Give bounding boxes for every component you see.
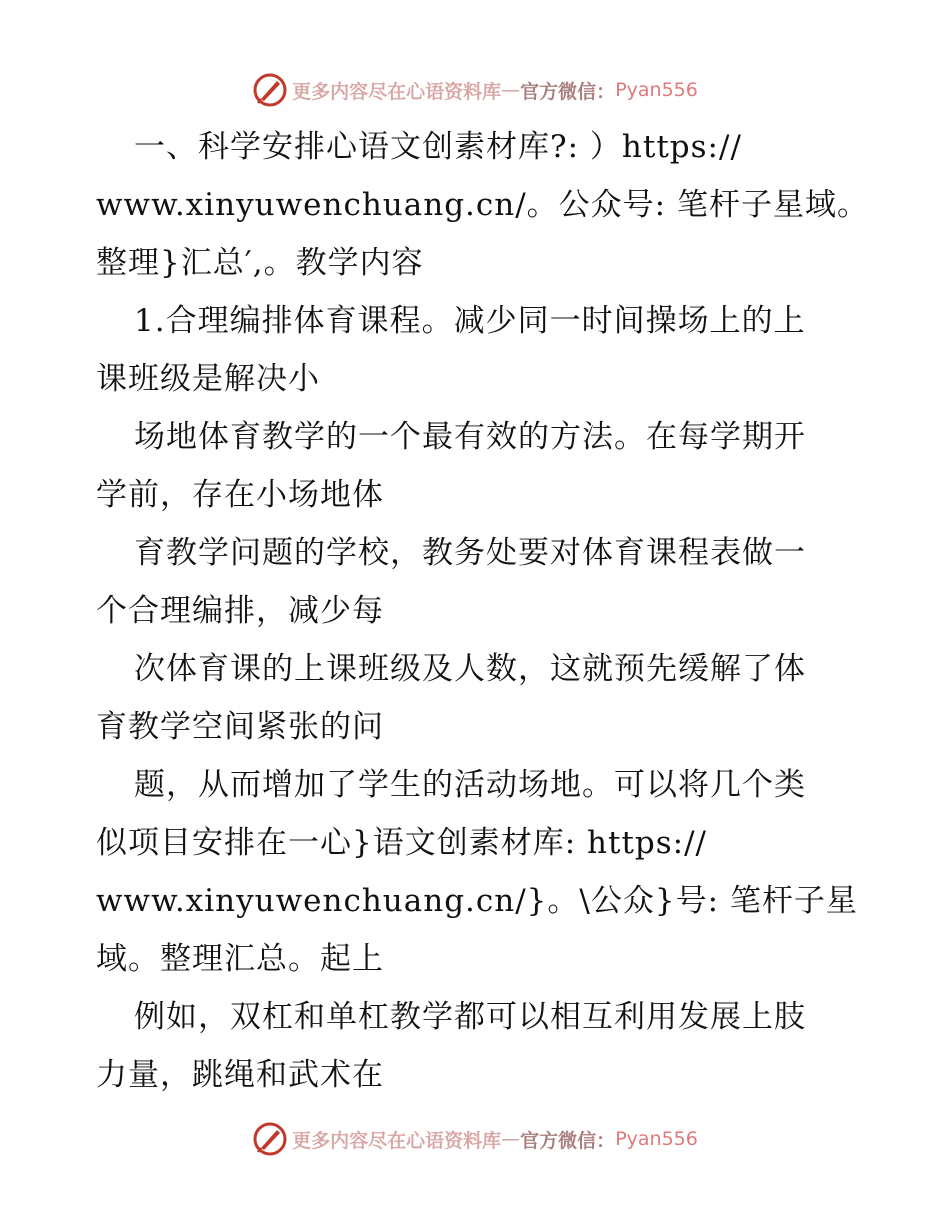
watermark-sub-text: 官方微信 [520, 80, 597, 103]
watermark-sub-text: 官方微信 [520, 1129, 597, 1152]
watermark-wechat-id: Pyan556 [615, 79, 698, 101]
text-line: 育教学空间紧张的问 [96, 709, 384, 745]
text-line: 题，从而增加了学生的活动场地。可以将几个类 [134, 767, 806, 803]
watermark-dash: — [501, 1128, 521, 1150]
text-line: 学前，存在小场地体 [96, 477, 384, 513]
watermark-wechat-id: Pyan556 [615, 1128, 698, 1150]
text-line: 1.合理编排体育课程。减少同一时间操场上的上 [134, 303, 806, 339]
text-line: 整理}汇总′,。教学内容 [96, 245, 424, 281]
text-line: 次体育课的上课班级及人数，这就预先缓解了体 [134, 651, 806, 687]
text-line: 课班级是解决小 [96, 361, 320, 397]
text-line: www.xinyuwenchuang.cn/。公众号: 笔杆子星域。 [96, 187, 869, 223]
watermark-dash: — [501, 79, 521, 101]
text-line: 域。整理汇总。起上 [96, 941, 384, 977]
watermark-colon: ： [596, 80, 616, 103]
feather-pen-logo-icon [252, 72, 288, 108]
watermark-colon: ： [596, 1129, 616, 1152]
text-line: 育教学问题的学校，教务处要对体育课程表做一 [134, 535, 806, 571]
text-line: 似项目安排在一心}语文创素材库: https:// [96, 825, 707, 861]
text-line: 力量，跳绳和武术在 [96, 1057, 384, 1093]
footer-watermark [0, 1119, 950, 1159]
feather-pen-logo-icon [252, 1121, 288, 1157]
text-line: 个合理编排，减少每 [96, 593, 384, 629]
watermark-main-text: 更多内容尽在心语资料库 [292, 1129, 502, 1152]
watermark-main-text: 更多内容尽在心语资料库 [292, 80, 502, 103]
header-watermark [0, 70, 950, 110]
text-line: 例如，双杠和单杠教学都可以相互利用发展上肢 [134, 999, 806, 1035]
document-body [96, 118, 869, 1104]
text-line: 场地体育教学的一个最有效的方法。在每学期开 [134, 419, 806, 455]
text-line: 一、科学安排心语文创素材库?: ）https:// [134, 129, 742, 165]
text-line: www.xinyuwenchuang.cn/}。\公众}号: 笔杆子星 [96, 883, 858, 919]
